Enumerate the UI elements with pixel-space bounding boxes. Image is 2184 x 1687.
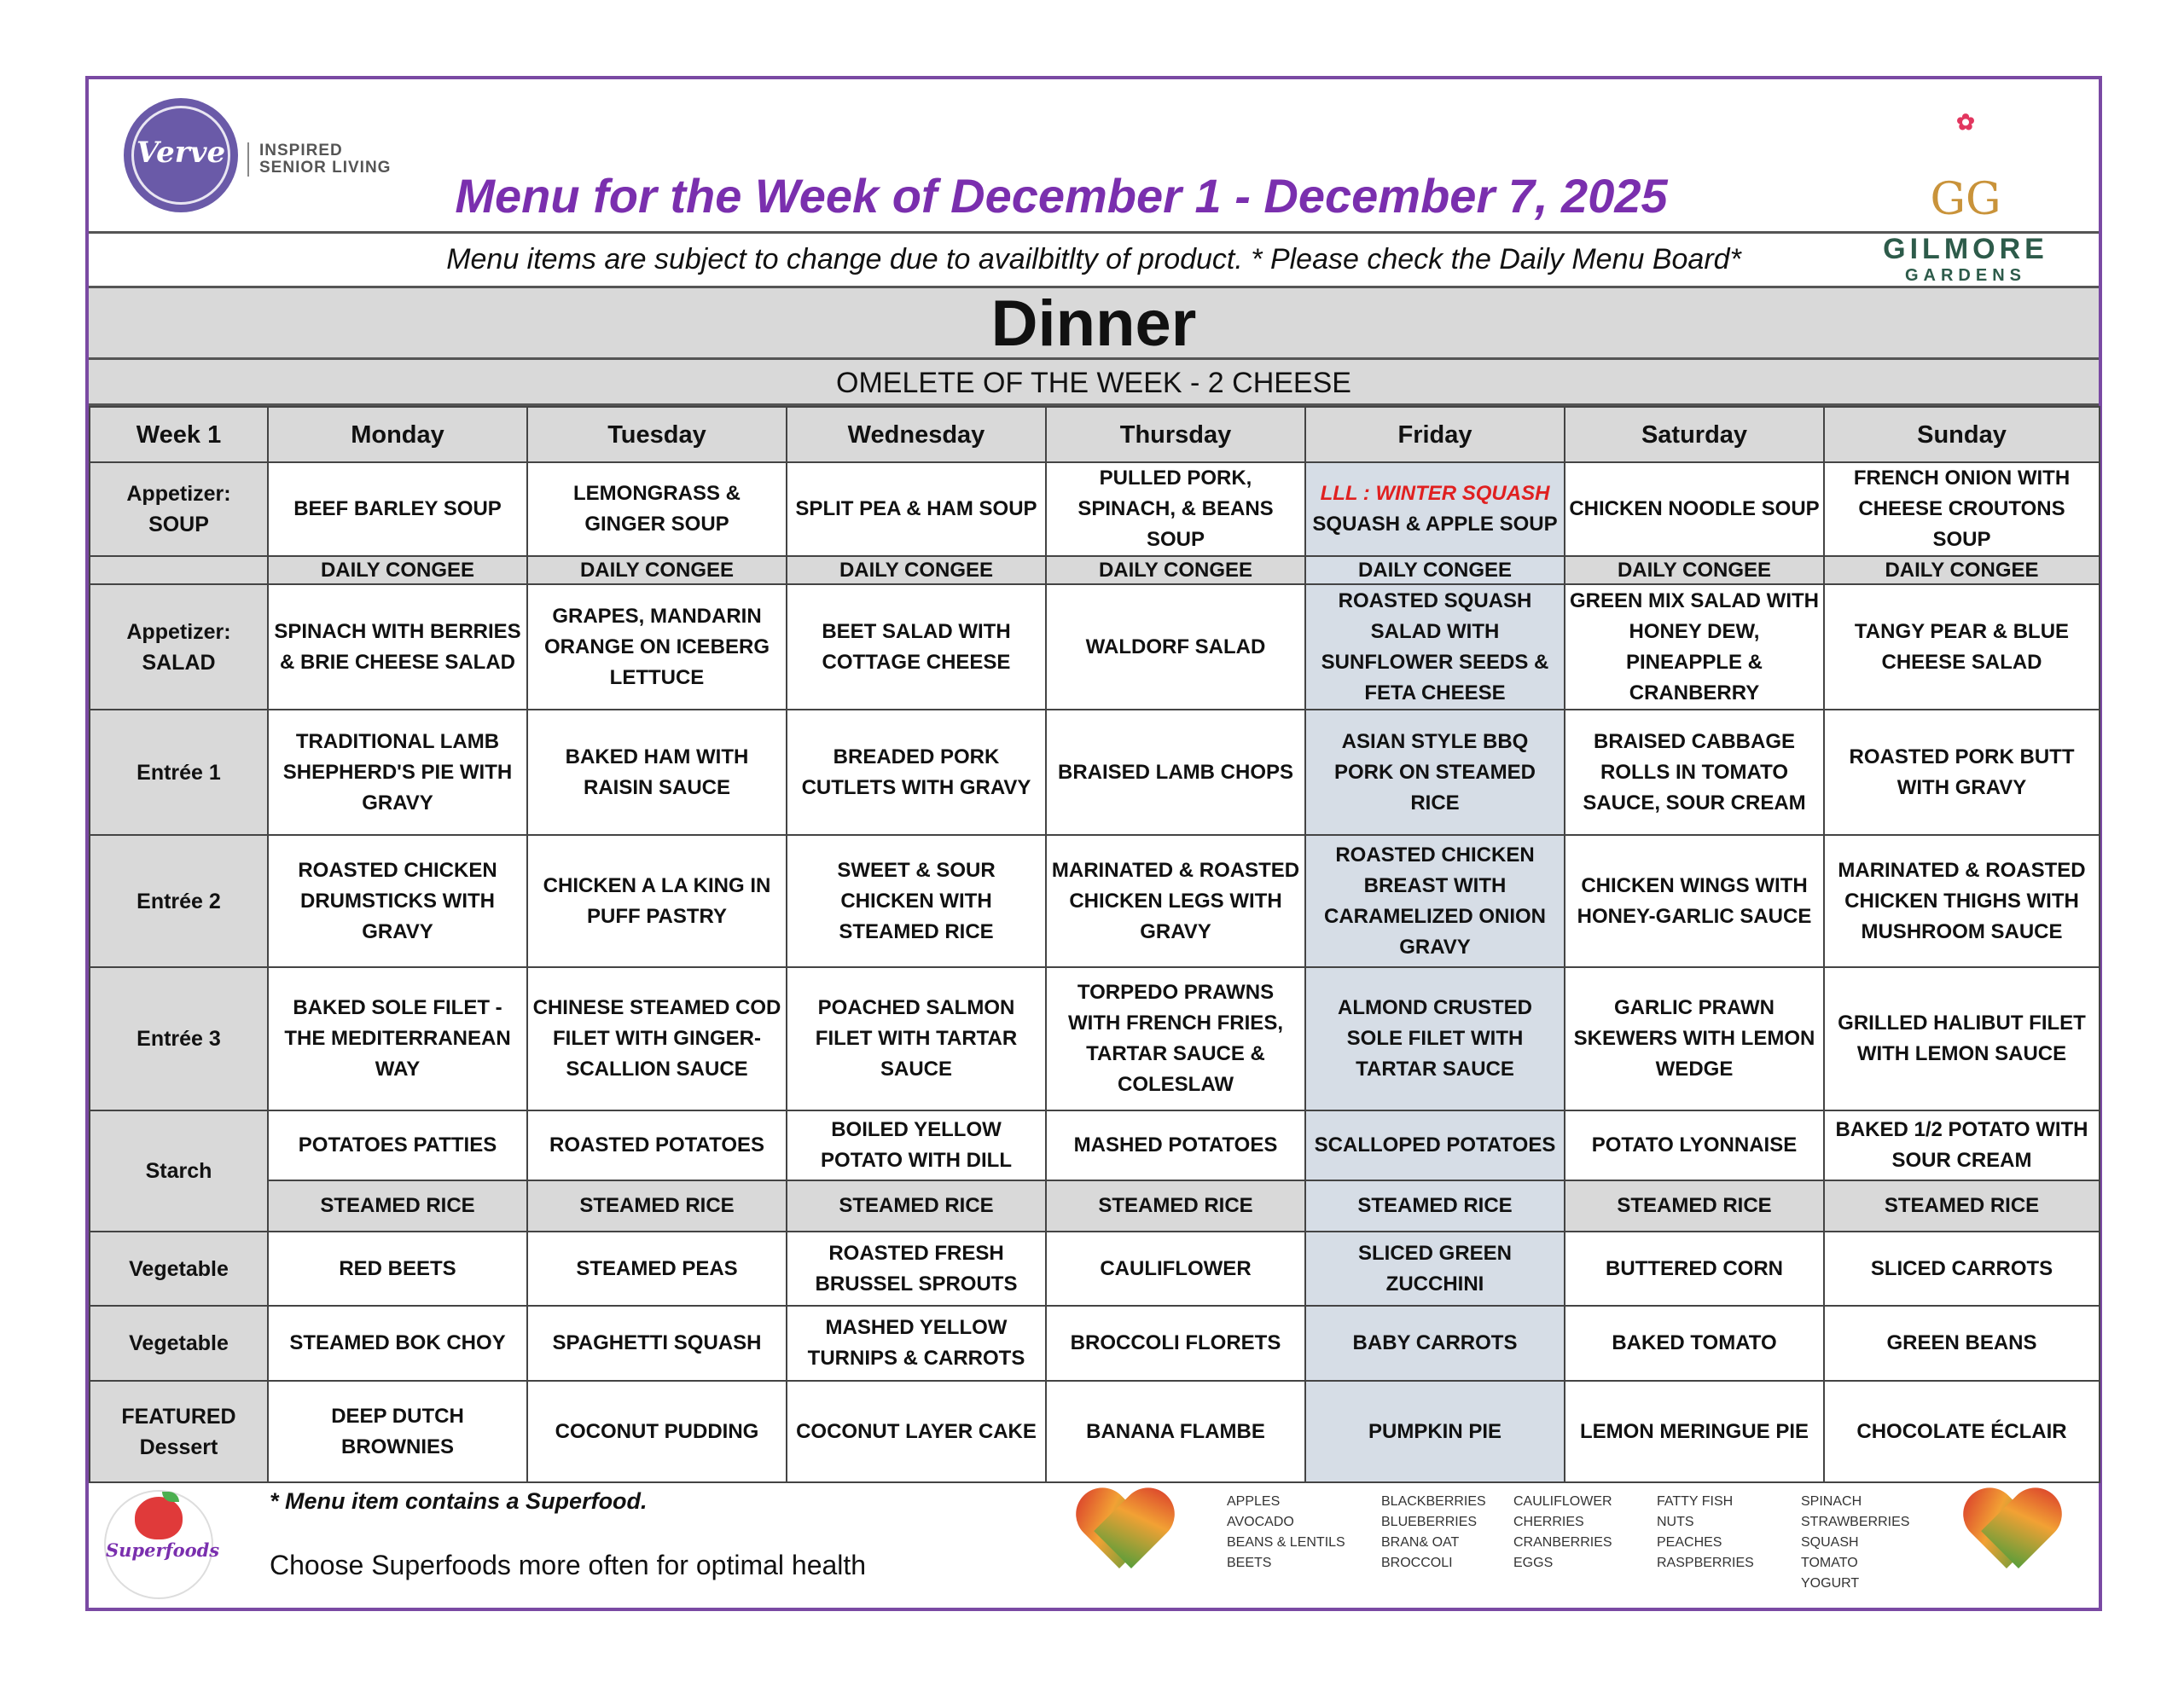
row-label: Vegetable [90, 1232, 268, 1306]
menu-cell: BAKED 1/2 POTATO WITH SOUR CREAM [1824, 1110, 2100, 1180]
menu-cell: PULLED PORK, SPINACH, & BEANS SOUP [1046, 462, 1305, 556]
menu-cell: LEMONGRASS & GINGER SOUP [527, 462, 787, 556]
gilmore-gardens-logo [1838, 84, 2094, 285]
menu-cell: DAILY CONGEE [1824, 556, 2100, 584]
menu-table [89, 406, 2100, 1483]
day-header: Thursday [1046, 407, 1305, 462]
superfood-list-col-3 [1513, 1492, 1612, 1574]
menu-cell: WALDORF SALAD [1046, 584, 1305, 710]
superfood-list-col-4 [1657, 1492, 1754, 1574]
menu-cell: CHOCOLATE ÉCLAIR [1824, 1381, 2100, 1482]
heart-icon [1078, 1492, 1172, 1577]
superfood-item: SPINACH [1801, 1494, 1862, 1509]
day-header-row [90, 407, 2100, 462]
superfood-item: FATTY FISH [1657, 1494, 1734, 1509]
day-header: Sunday [1824, 407, 2100, 462]
entree1-row [90, 710, 2100, 835]
verve-tagline-line-2: SENIOR LIVING [259, 159, 392, 177]
menu-cell: SPAGHETTI SQUASH [527, 1306, 787, 1381]
menu-cell: CHICKEN WINGS WITH HONEY-GARLIC SAUCE [1565, 835, 1824, 967]
superfood-item: BEANS & LENTILS [1227, 1535, 1345, 1550]
menu-cell: BAKED HAM WITH RAISIN SAUCE [527, 710, 787, 835]
superfoods-logo-text: Superfoods [106, 1539, 220, 1561]
rice-row [90, 1180, 2100, 1232]
starch-row [90, 1110, 2100, 1180]
verve-logo [124, 98, 238, 212]
superfood-item: STRAWBERRIES [1801, 1515, 1910, 1529]
row-label: Appetizer: SALAD [90, 584, 268, 710]
superfood-list-col-2 [1381, 1492, 1486, 1574]
gilmore-sub: GARDENS [1904, 266, 2026, 285]
menu-cell: ROASTED PORK BUTT WITH GRAVY [1824, 710, 2100, 835]
lll-note: LLL : WINTER SQUASH [1320, 482, 1550, 505]
entree3-row [90, 967, 2100, 1110]
availability-notice: Menu items are subject to change due to availbitlty of product. * Please check the Daily Menu Board* [89, 231, 2099, 288]
menu-cell: BAKED TOMATO [1565, 1306, 1824, 1381]
menu-cell: BANANA FLAMBE [1046, 1381, 1305, 1482]
menu-cell: BREADED PORK CUTLETS WITH GRAVY [787, 710, 1046, 835]
soup-row [90, 462, 2100, 556]
row-label: Entrée 2 [90, 835, 268, 967]
menu-cell: BEET SALAD WITH COTTAGE CHEESE [787, 584, 1046, 710]
page-title: Menu for the Week of December 1 - December 7, 2025 [455, 169, 1668, 223]
vegetable-row-1 [90, 1232, 2100, 1306]
superfood-item: YOGURT [1801, 1576, 1860, 1591]
menu-cell: BABY CARROTS [1305, 1306, 1565, 1381]
menu-cell: BRAISED LAMB CHOPS [1046, 710, 1305, 835]
superfood-item: BRAN& OAT [1381, 1535, 1460, 1550]
superfood-item: BEETS [1227, 1556, 1272, 1570]
verve-tagline-line-1: INSPIRED [259, 142, 343, 159]
menu-cell: DAILY CONGEE [1305, 556, 1565, 584]
menu-cell: DAILY CONGEE [1565, 556, 1824, 584]
footer [89, 1481, 2099, 1611]
menu-cell: FRENCH ONION WITH CHEESE CROUTONS SOUP [1824, 462, 2100, 556]
day-header: Saturday [1565, 407, 1824, 462]
menu-cell: STEAMED PEAS [527, 1232, 787, 1306]
menu-cell: PUMPKIN PIE [1305, 1381, 1565, 1482]
menu-cell: BOILED YELLOW POTATO WITH DILL [787, 1110, 1046, 1180]
menu-cell: STEAMED RICE [1046, 1180, 1305, 1232]
menu-cell: DEEP DUTCH BROWNIES [268, 1381, 527, 1482]
menu-cell: CHICKEN NOODLE SOUP [1565, 462, 1824, 556]
menu-cell: GRILLED HALIBUT FILET WITH LEMON SAUCE [1824, 967, 2100, 1110]
menu-cell: STEAMED RICE [787, 1180, 1046, 1232]
apple-icon [135, 1497, 183, 1539]
menu-cell: STEAMED RICE [1824, 1180, 2100, 1232]
menu-cell: ASIAN STYLE BBQ PORK ON STEAMED RICE [1305, 710, 1565, 835]
menu-cell: STEAMED BOK CHOY [268, 1306, 527, 1381]
menu-cell: MASHED POTATOES [1046, 1110, 1305, 1180]
superfood-tagline: Choose Superfoods more often for optimal health [270, 1550, 867, 1580]
menu-frame [85, 76, 2102, 1611]
menu-cell: ROASTED CHICKEN DRUMSTICKS WITH GRAVY [268, 835, 527, 967]
menu-cell: MASHED YELLOW TURNIPS & CARROTS [787, 1306, 1046, 1381]
superfood-item: SQUASH [1801, 1535, 1859, 1550]
row-label: Vegetable [90, 1306, 268, 1381]
superfood-item: CHERRIES [1513, 1515, 1584, 1529]
row-label: Starch [90, 1110, 268, 1232]
superfood-item: BLACKBERRIES [1381, 1494, 1486, 1509]
superfood-item: TOMATO [1801, 1556, 1858, 1570]
salad-row [90, 584, 2100, 710]
lotus-icon: ✿ GG [1930, 110, 2001, 225]
heart-icon [1966, 1492, 2059, 1577]
verve-logo-text: Verve [136, 136, 226, 170]
menu-cell: DAILY CONGEE [268, 556, 527, 584]
menu-cell: ALMOND CRUSTED SOLE FILET WITH TARTAR SAUCE [1305, 967, 1565, 1110]
menu-cell: STEAMED RICE [527, 1180, 787, 1232]
day-header: Monday [268, 407, 527, 462]
menu-cell: SCALLOPED POTATOES [1305, 1110, 1565, 1180]
row-label: Appetizer: SOUP [90, 462, 268, 556]
menu-cell: SPLIT PEA & HAM SOUP [787, 462, 1046, 556]
menu-cell: BRAISED CABBAGE ROLLS IN TOMATO SAUCE, SOUR CREAM [1565, 710, 1824, 835]
menu-cell-text: SQUASH & APPLE SOUP [1312, 513, 1558, 536]
meal-heading: Dinner [89, 288, 2099, 360]
day-header: Friday [1305, 407, 1565, 462]
superfood-note: * Menu item contains a Superfood. [270, 1488, 648, 1514]
menu-cell: ROASTED SQUASH SALAD WITH SUNFLOWER SEEDS & FETA CHEESE [1305, 584, 1565, 710]
menu-cell: ROASTED FRESH BRUSSEL SPROUTS [787, 1232, 1046, 1306]
superfood-list-col-1 [1227, 1492, 1345, 1574]
vegetable-row-2 [90, 1306, 2100, 1381]
menu-cell: STEAMED RICE [1305, 1180, 1565, 1232]
menu-cell: BUTTERED CORN [1565, 1232, 1824, 1306]
superfoods-logo [104, 1490, 220, 1599]
day-header: Wednesday [787, 407, 1046, 462]
menu-cell: SLICED CARROTS [1824, 1232, 2100, 1306]
congee-row [90, 556, 2100, 584]
menu-cell: COCONUT LAYER CAKE [787, 1381, 1046, 1482]
menu-cell: BAKED SOLE FILET - THE MEDITERRANEAN WAY [268, 967, 527, 1110]
superfood-item: RASPBERRIES [1657, 1556, 1754, 1570]
dessert-label-2: Dessert [139, 1435, 218, 1459]
row-label-empty [90, 556, 268, 584]
menu-cell: BEEF BARLEY SOUP [268, 462, 527, 556]
menu-cell: POTATOES PATTIES [268, 1110, 527, 1180]
menu-cell: GARLIC PRAWN SKEWERS WITH LEMON WEDGE [1565, 967, 1824, 1110]
superfood-item: NUTS [1657, 1515, 1694, 1529]
superfood-item: PEACHES [1657, 1535, 1722, 1550]
menu-cell: POACHED SALMON FILET WITH TARTAR SAUCE [787, 967, 1046, 1110]
menu-cell: LEMON MERINGUE PIE [1565, 1381, 1824, 1482]
superfood-item: BLUEBERRIES [1381, 1515, 1478, 1529]
superfood-item: APPLES [1227, 1494, 1281, 1509]
menu-cell: GRAPES, MANDARIN ORANGE ON ICEBERG LETTUCE [527, 584, 787, 710]
menu-cell: STEAMED RICE [1565, 1180, 1824, 1232]
menu-cell: TANGY PEAR & BLUE CHEESE SALAD [1824, 584, 2100, 710]
entree2-row [90, 835, 2100, 967]
omelette-of-week: OMELETE OF THE WEEK - 2 CHEESE [89, 360, 2099, 406]
menu-cell: DAILY CONGEE [787, 556, 1046, 584]
menu-cell: DAILY CONGEE [527, 556, 787, 584]
menu-cell: COCONUT PUDDING [527, 1381, 787, 1482]
menu-cell: GREEN BEANS [1824, 1306, 2100, 1381]
dessert-row [90, 1381, 2100, 1482]
menu-cell: ROASTED POTATOES [527, 1110, 787, 1180]
menu-cell: CAULIFLOWER [1046, 1232, 1305, 1306]
menu-cell: GREEN MIX SALAD WITH HONEY DEW, PINEAPPLE & CRANBERRY [1565, 584, 1824, 710]
menu-cell: DAILY CONGEE [1046, 556, 1305, 584]
menu-cell: POTATO LYONNAISE [1565, 1110, 1824, 1180]
menu-cell: MARINATED & ROASTED CHICKEN LEGS WITH GRAVY [1046, 835, 1305, 967]
day-header: Tuesday [527, 407, 787, 462]
superfood-item: CRANBERRIES [1513, 1535, 1612, 1550]
row-label: Entrée 1 [90, 710, 268, 835]
superfood-item: CAULIFLOWER [1513, 1494, 1612, 1509]
menu-cell: CHICKEN A LA KING IN PUFF PASTRY [527, 835, 787, 967]
menu-cell: ROASTED CHICKEN BREAST WITH CARAMELIZED ONION GRAVY [1305, 835, 1565, 967]
menu-cell: SLICED GREEN ZUCCHINI [1305, 1232, 1565, 1306]
row-label [90, 1381, 268, 1482]
superfood-item: BROCCOLI [1381, 1556, 1453, 1570]
menu-cell: TORPEDO PRAWNS WITH FRENCH FRIES, TARTAR SAUCE & COLESLAW [1046, 967, 1305, 1110]
superfood-list-col-5 [1801, 1492, 1909, 1594]
row-label: Entrée 3 [90, 967, 268, 1110]
superfood-item: EGGS [1513, 1556, 1554, 1570]
menu-cell: TRADITIONAL LAMB SHEPHERD'S PIE WITH GRAVY [268, 710, 527, 835]
verve-tagline [247, 142, 391, 177]
superfood-item: AVOCADO [1227, 1515, 1294, 1529]
menu-cell: STEAMED RICE [268, 1180, 527, 1232]
week-label: Week 1 [90, 407, 268, 462]
menu-cell [1305, 462, 1565, 556]
menu-cell: MARINATED & ROASTED CHICKEN THIGHS WITH MUSHROOM SAUCE [1824, 835, 2100, 967]
menu-cell: CHINESE STEAMED COD FILET WITH GINGER-SCALLION SAUCE [527, 967, 787, 1110]
dessert-label-1: FEATURED [121, 1404, 236, 1429]
menu-cell: BROCCOLI FLORETS [1046, 1306, 1305, 1381]
menu-cell: RED BEETS [268, 1232, 527, 1306]
menu-cell: SPINACH WITH BERRIES & BRIE CHEESE SALAD [268, 584, 527, 710]
menu-cell: SWEET & SOUR CHICKEN WITH STEAMED RICE [787, 835, 1046, 967]
gilmore-name: GILMORE [1883, 233, 2048, 265]
